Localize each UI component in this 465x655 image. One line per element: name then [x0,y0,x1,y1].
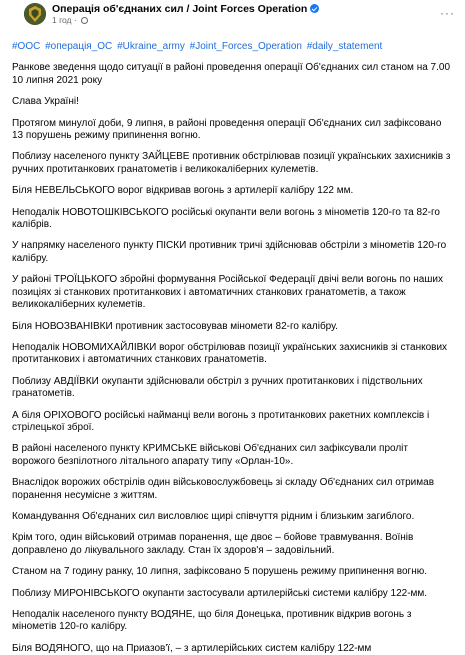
post-paragraph: Біля НЕВЕЛЬСЬКОГО ворог відкривав вогонь з артилерії калібру 122 мм. [12,185,354,197]
hashtag[interactable]: #Joint_Forces_Operation [189,41,302,52]
post-body [12,41,452,655]
verified-badge-icon [310,4,319,13]
post-paragraph: Поблизу МИРОНІВСЬКОГО окупанти застосували артилерійські системи калібру 122-мм. [12,587,428,599]
post-paragraph: Поблизу АВДІЇВКИ окупанти здійснювали обстріл з ручних протитанкових і підствольних гранатометів. [12,375,423,400]
post-time[interactable]: 1 год [52,15,72,25]
meta-separator: · [73,15,77,25]
post-header [12,0,465,28]
post-paragraph: Крім того, один військовий отримав поранення, ще двоє – бойове травмування. Воїнів доправлено до лікувального закладу. Стан їх здоров'я – задовільний. [12,532,414,556]
post-paragraph: У районі ТРОЇЦЬКОГО збройні формування Російської Федерації двічі вели вогонь по наших позиціях зі станкових протитанкових і автоматичних станкових гранатометів, а також великокаліберних кулеметів. [12,274,443,311]
page-name-label[interactable]: Операція об'єднаних сил / Joint Forces Operation [52,3,308,15]
post-paragraph: У напрямку населеного пункту ПІСКИ противник тричі здійснював обстріли з мінометів 120-го калібру. [12,240,447,264]
globe-icon [81,17,88,24]
page-name[interactable] [52,3,319,15]
post-paragraph: Слава Україні! [12,96,79,108]
post-paragraph: Неподалік НОВОМИХАЙЛІВКИ ворог обстрілював позиції українських захисників зі станкових протитанкових і автоматичних станкових гранатометів. [12,341,448,366]
post-paragraph: Поблизу населеного пункту ЗАЙЦЕВЕ противник обстрілював позиції українських захисників з ручних протитанкових гранатометів і великокаліберних кулеметів. [12,151,451,175]
more-options-icon[interactable]: ··· [440,6,455,20]
hashtag[interactable]: #операція_ОС [45,41,113,52]
page-avatar[interactable] [24,3,46,25]
post-paragraph: Внаслідок ворожих обстрілів один військовослужбовець зі складу Об'єднаних сил отримав поранення несумісне з життям. [12,477,435,501]
post-paragraph: Ранкове зведення щодо ситуації в районі проведення операції Об'єднаних сил станом на 7.00 10 липня 2021 року [12,62,451,86]
hashtag[interactable]: #ООС [12,41,41,52]
post-meta [52,15,88,25]
hashtag[interactable]: #daily_statement [306,41,383,52]
emblem-icon [24,3,46,25]
post-paragraph: Командування Об'єднаних сил висловлює щирі співчуття рідним і близьким загиблого. [12,510,415,522]
post-paragraph: Біля НОВОЗВАНІВКИ противник застосовував міномети 82-го калібру. [12,320,338,332]
hashtag-list [12,41,452,53]
post-paragraph: Протягом минулої доби, 9 липня, в районі проведення операції Об'єднаних сил зафіксовано 13 порушень режиму припинення вогню. [12,117,442,142]
hashtag[interactable]: #Ukraine_army [117,41,185,52]
post-paragraph: Станом на 7 годину ранку, 10 липня, зафіксовано 5 порушень режиму припинення вогню. [12,566,427,578]
post-paragraph: А біля ОРІХОВОГО російські найманці вели вогонь з протитанкових ракетних комплексів і стрілецької зброї. [12,409,430,433]
post-paragraph: Неподалік НОВОТОШКІВСЬКОГО російські окупанти вели вогонь з мінометів 120-го та 82-го калібрів. [12,206,440,231]
post-paragraph: Біля ВОДЯНОГО, що на Приазов'ї, – з артилерійських систем калібру 122-мм [12,642,372,654]
post-paragraph: В районі населеного пункту КРИМСЬКЕ військові Об'єднаних сил зафіксували проліт ворожого безпілотного літального апарату типу «Орлан-10». [12,443,408,467]
post-paragraph: Неподалік населеного пункту ВОДЯНЕ, що біля Донецька, противник відкрив вогонь з мінометів 120-го калібру. [12,609,412,633]
